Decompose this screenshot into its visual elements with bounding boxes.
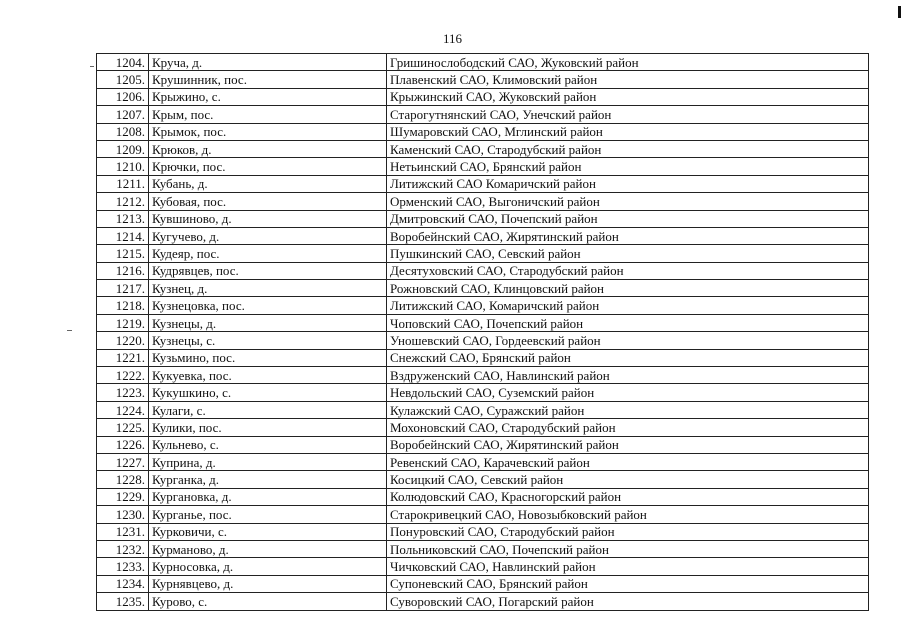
settlement-name: Кубовая, пос. [149,193,387,210]
settlement-table-body [97,54,869,611]
row-number: 1217. [97,280,149,297]
settlement-name: Курковичи, с. [149,523,387,540]
administrative-unit: Крыжинский САО, Жуковский район [387,88,869,105]
row-number: 1213. [97,210,149,227]
settlement-name: Кузнецы, с. [149,332,387,349]
page-number: 116 [442,31,463,46]
table-row [97,332,869,349]
administrative-unit: Чичковский САО, Навлинский район [387,558,869,575]
administrative-unit: Орменский САО, Выгоничский район [387,193,869,210]
settlement-name: Кузнец, д. [149,280,387,297]
settlement-name: Крушинник, пос. [149,71,387,88]
settlement-name: Крым, пос. [149,106,387,123]
table-row [97,367,869,384]
row-number: 1227. [97,453,149,470]
settlement-name: Курово, с. [149,593,387,610]
administrative-unit: Суворовский САО, Погарский район [387,593,869,610]
table-row [97,280,869,297]
administrative-unit: Старогутнянский САО, Унечский район [387,106,869,123]
table-row [97,262,869,279]
table-row [97,401,869,418]
table-row [97,436,869,453]
settlement-name: Кубань, д. [149,175,387,192]
table-row [97,506,869,523]
row-number: 1212. [97,193,149,210]
settlement-name: Кугучево, д. [149,227,387,244]
row-number: 1233. [97,558,149,575]
table-row [97,245,869,262]
settlement-name: Курганка, д. [149,471,387,488]
row-number: 1210. [97,158,149,175]
table-row [97,593,869,610]
settlement-name: Кузнецы, д. [149,314,387,331]
table-row [97,54,869,71]
settlement-name: Курносовка, д. [149,558,387,575]
administrative-unit: Десятуховский САО, Стародубский район [387,262,869,279]
table-row [97,453,869,470]
administrative-unit: Воробейнский САО, Жирятинский район [387,227,869,244]
settlement-name: Крымок, пос. [149,123,387,140]
row-number: 1206. [97,88,149,105]
settlement-name: Кульнево, с. [149,436,387,453]
row-number: 1224. [97,401,149,418]
settlement-name: Кукуевка, пос. [149,367,387,384]
administrative-unit: Литижский САО, Комаричский район [387,297,869,314]
administrative-unit: Плавенский САО, Климовский район [387,71,869,88]
table-row [97,575,869,592]
row-number: 1225. [97,419,149,436]
administrative-unit: Шумаровский САО, Мглинский район [387,123,869,140]
administrative-unit: Старокривецкий САО, Новозыбковский район [387,506,869,523]
settlement-name: Кургановка, д. [149,488,387,505]
administrative-unit: Невдольский САО, Суземский район [387,384,869,401]
table-row [97,88,869,105]
administrative-unit: Мохоновский САО, Стародубский район [387,419,869,436]
row-number: 1220. [97,332,149,349]
settlement-name: Курганье, пос. [149,506,387,523]
row-number: 1218. [97,297,149,314]
row-number: 1234. [97,575,149,592]
settlement-name: Куприна, д. [149,453,387,470]
row-number: 1204. [97,54,149,71]
settlement-name: Круча, д. [149,54,387,71]
administrative-unit: Косицкий САО, Севский район [387,471,869,488]
table-row [97,175,869,192]
table-row [97,558,869,575]
row-number: 1235. [97,593,149,610]
administrative-unit: Дмитровский САО, Почепский район [387,210,869,227]
table-row [97,471,869,488]
administrative-unit: Воробейнский САО, Жирятинский район [387,436,869,453]
administrative-unit: Вздруженский САО, Навлинский район [387,367,869,384]
table-row [97,158,869,175]
settlement-name: Кувшиново, д. [149,210,387,227]
administrative-unit: Колюдовский САО, Красногорский район [387,488,869,505]
row-number: 1205. [97,71,149,88]
row-number: 1219. [97,314,149,331]
row-number: 1221. [97,349,149,366]
administrative-unit: Гришинослободский САО, Жуковский район [387,54,869,71]
settlement-name: Крючки, пос. [149,158,387,175]
table-row [97,314,869,331]
administrative-unit: Пушкинский САО, Севский район [387,245,869,262]
row-number: 1229. [97,488,149,505]
settlement-name: Кулики, пос. [149,419,387,436]
administrative-unit: Нетьинский САО, Брянский район [387,158,869,175]
settlement-name: Крыжино, с. [149,88,387,105]
administrative-unit: Литижский САО Комаричский район [387,175,869,192]
administrative-unit: Супоневский САО, Брянский район [387,575,869,592]
row-number: 1209. [97,140,149,157]
table-row [97,540,869,557]
settlement-table [96,53,869,611]
administrative-unit: Чоповский САО, Почепский район [387,314,869,331]
settlement-name: Кудрявцев, пос. [149,262,387,279]
table-row [97,227,869,244]
settlement-name: Кудеяр, пос. [149,245,387,262]
administrative-unit: Ревенский САО, Карачевский район [387,453,869,470]
table-row [97,349,869,366]
row-number: 1228. [97,471,149,488]
settlement-name: Кулаги, с. [149,401,387,418]
table-row [97,140,869,157]
table-row [97,419,869,436]
row-number: 1215. [97,245,149,262]
row-number: 1232. [97,540,149,557]
row-number: 1214. [97,227,149,244]
table-row [97,71,869,88]
row-number: 1208. [97,123,149,140]
table-row [97,193,869,210]
table-row [97,106,869,123]
row-number: 1230. [97,506,149,523]
scan-edge-mark [898,6,901,18]
table-row [97,488,869,505]
table-row [97,123,869,140]
administrative-unit: Кулажский САО, Суражский район [387,401,869,418]
administrative-unit: Польниковский САО, Почепский район [387,540,869,557]
row-number: 1231. [97,523,149,540]
table-row [97,523,869,540]
row-number: 1226. [97,436,149,453]
administrative-unit: Уношевский САО, Гордеевский район [387,332,869,349]
row-number: 1211. [97,175,149,192]
scan-speck [90,66,94,67]
table-row [97,297,869,314]
row-number: 1222. [97,367,149,384]
table-row [97,210,869,227]
settlement-name: Кузьмино, пос. [149,349,387,366]
table-row [97,384,869,401]
settlement-name: Кузнецовка, пос. [149,297,387,314]
scan-speck [67,330,72,331]
administrative-unit: Каменский САО, Стародубский район [387,140,869,157]
settlement-name: Курнявцево, д. [149,575,387,592]
settlement-name: Курманово, д. [149,540,387,557]
settlement-name: Кукушкино, с. [149,384,387,401]
row-number: 1207. [97,106,149,123]
administrative-unit: Рожновский САО, Клинцовский район [387,280,869,297]
settlement-name: Крюков, д. [149,140,387,157]
administrative-unit: Понуровский САО, Стародубский район [387,523,869,540]
row-number: 1223. [97,384,149,401]
administrative-unit: Снежский САО, Брянский район [387,349,869,366]
row-number: 1216. [97,262,149,279]
